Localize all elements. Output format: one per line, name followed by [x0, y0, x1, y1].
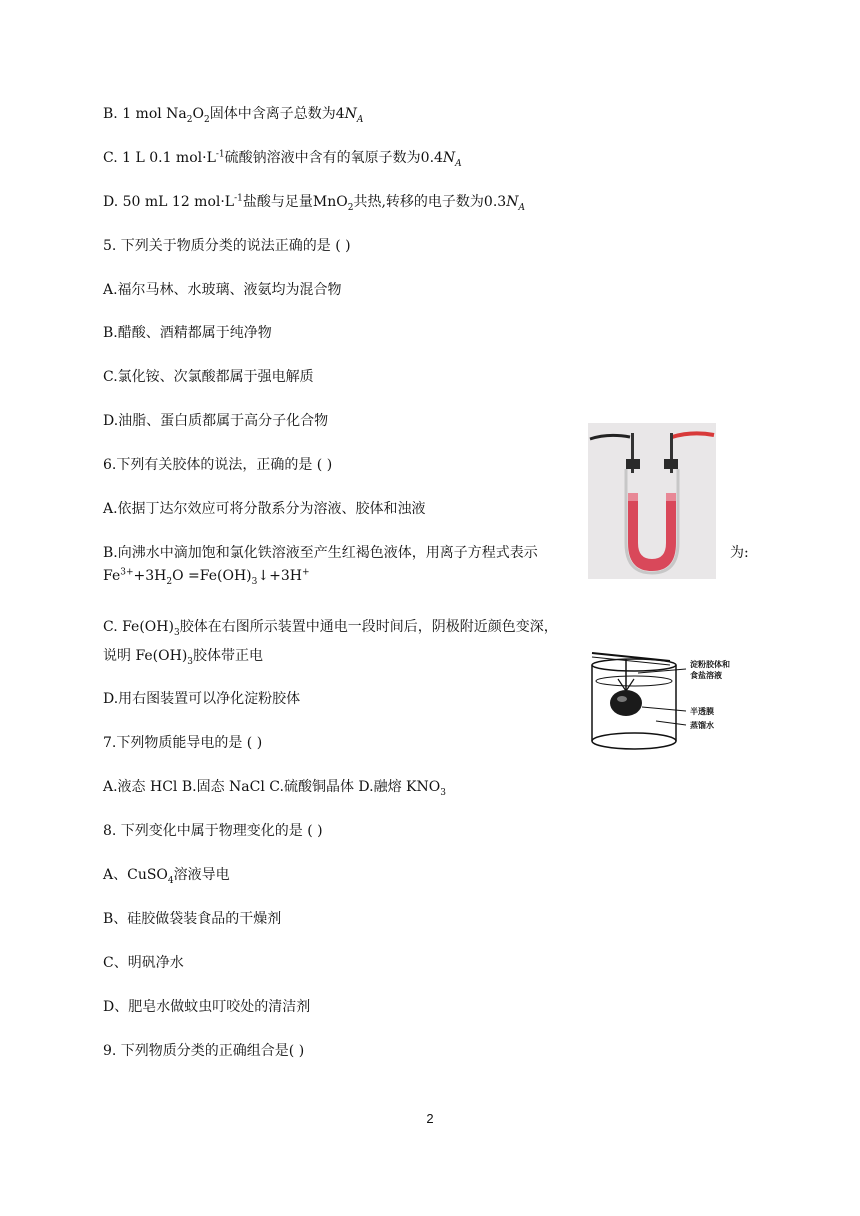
option-6c-line1: C. $Fe(OH)_3$胶体在右图所示装置中通电一段时间后，阴极附近颜色变深， — [103, 619, 558, 638]
u-tube-electrophoresis-figure — [588, 423, 716, 579]
label-distilled-water: 蒸馏水 — [690, 721, 714, 730]
option-6b-equation: $Fe^{3+}+3H_2O$ $=Fe(OH)_3↓+3H^+$ — [103, 567, 310, 587]
page-number: 2 — [426, 1111, 434, 1126]
question-8: 8. 下列变化中属于物理变化的是 ( ) — [103, 823, 323, 839]
label-starch-colloid: 淀粉胶体和 — [690, 660, 730, 669]
option-5c: C.氯化铵、次氯酸都属于强电解质 — [103, 369, 314, 385]
option-4b: B. 1 mol $Na_2O_2$固体中含离子总数为$4N_A$ — [103, 106, 364, 125]
options-7: A.液态 HCl B.固态 NaCl C.硫酸铜晶体 D.融熔 $KNO_3$ — [103, 779, 446, 798]
dialysis-setup-figure — [586, 645, 776, 755]
option-5b: B.醋酸、酒精都属于纯净物 — [103, 325, 272, 341]
label-salt-solution: 食盐溶液 — [690, 671, 722, 680]
option-6d: D.用右图装置可以净化淀粉胶体 — [103, 691, 301, 707]
question-9: 9. 下列物质分类的正确组合是( ) — [103, 1043, 305, 1059]
option-6a: A.依据丁达尔效应可将分散系分为溶液、胶体和浊液 — [103, 501, 426, 517]
option-4c: C. 1 L 0.1 $mol\cdot L^{-1}$硫酸钠溶液中含有的氧原子数为$0.4N_A$ — [103, 149, 462, 169]
option-6c-line2: 说明 $Fe(OH)_3$胶体带正电 — [103, 648, 264, 667]
question-5: 5. 下列关于物质分类的说法正确的是 ( ) — [103, 238, 351, 254]
label-membrane: 半透膜 — [690, 707, 714, 716]
option-6b-line1: B.向沸水中滴加饱和氯化铁溶液至产生红褐色液体，用离子方程式表示 — [103, 545, 538, 561]
option-8a: A、CuSO$_4$溶液导电 — [103, 867, 230, 886]
option-5a: A.福尔马林、水玻璃、液氨均为混合物 — [103, 282, 342, 298]
question-7: 7.下列物质能导电的是 ( ) — [103, 735, 263, 751]
option-4d: D. 50 mL 12 $mol\cdot L^{-1}$盐酸与足量MnO$_2$共热,转移的电子数为$0.3N_A$ — [103, 193, 525, 213]
option-6b-line1-end: 为: — [730, 545, 749, 561]
option-8d: D、肥皂水做蚊虫叮咬处的清洁剂 — [103, 999, 311, 1015]
option-8c: C、明矾净水 — [103, 955, 184, 971]
option-5d: D.油脂、蛋白质都属于高分子化合物 — [103, 413, 329, 429]
question-6: 6.下列有关胶体的说法，正确的是 ( ) — [103, 457, 333, 473]
option-8b: B、硅胶做袋装食品的干燥剂 — [103, 911, 282, 927]
